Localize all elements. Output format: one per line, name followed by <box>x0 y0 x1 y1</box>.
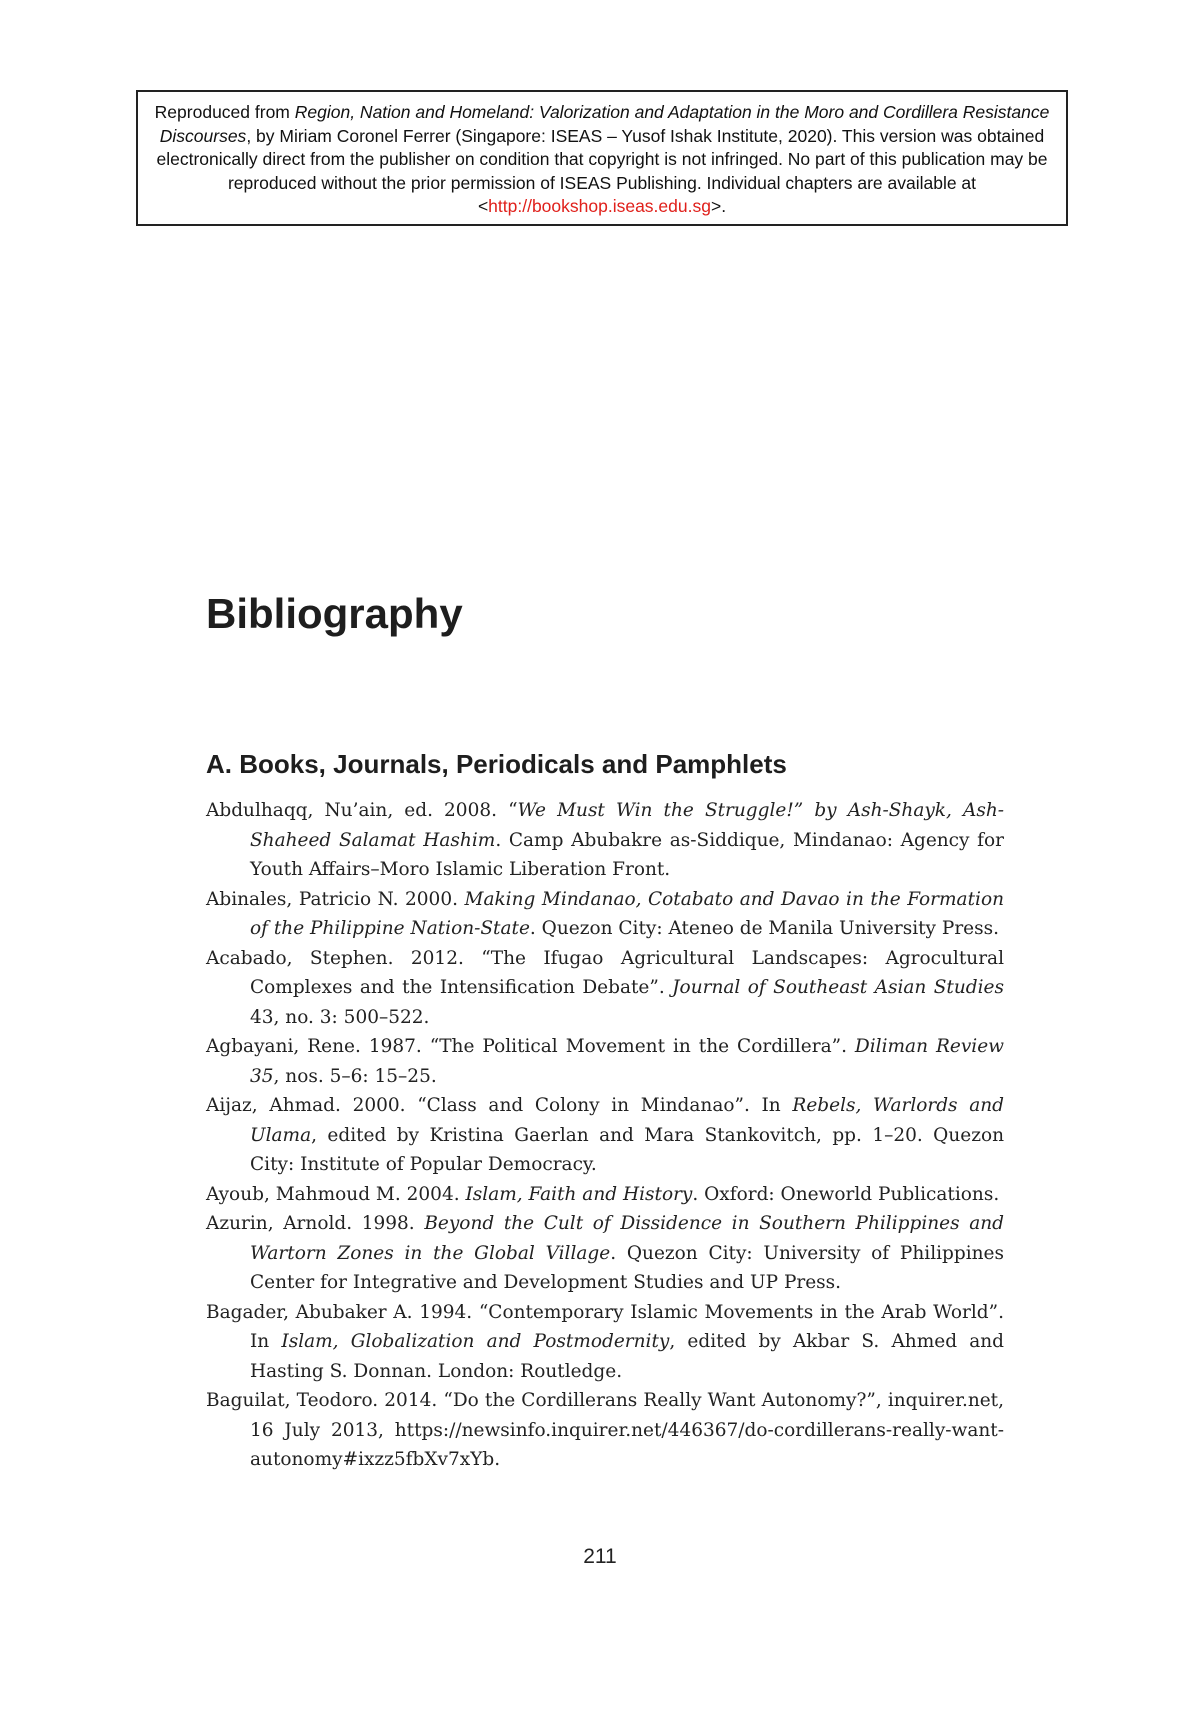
entry-text: . Camp Abubakre as-Siddique, Mindanao: Agency for Youth Affairs–Moro Islamic Liberation Front. <box>250 829 1004 880</box>
bibliography-entry <box>206 1180 1004 1210</box>
entry-italic: Journal of Southeast Asian Studies <box>672 977 1004 998</box>
entry-text: . Quezon City: Ateneo de Manila University Press. <box>529 918 1000 939</box>
bibliography-entry <box>206 1298 1004 1387</box>
entry-italic: Beyond the Cult of Dissidence in Southern Philippines and Wartorn Zones in the Global Village <box>250 1213 1005 1264</box>
bookshop-link[interactable]: http://bookshop.iseas.edu.sg <box>488 196 711 216</box>
bibliography-entry <box>206 1091 1004 1180</box>
entry-text: Baguilat, Teodoro. 2014. “Do the Cordillerans Really Want Autonomy?”, inquirer.net, 16 July 2013, https://newsinfo.inquirer.net/446367/do-cordillerans-really-want-autonomy#ixzz5fbXv7xYb. <box>206 1390 1004 1470</box>
entry-text: Bagader, Abubaker A. 1994. “Contemporary Islamic Movements in the Arab World”. In <box>206 1301 1004 1352</box>
bibliography-list <box>206 796 1004 1475</box>
page-number: 211 <box>583 1545 617 1568</box>
entry-text: . Oxford: Oneworld Publications. <box>692 1183 1000 1205</box>
entry-italic: Islam, Faith and History <box>465 1183 693 1205</box>
entry-text: Aijaz, Ahmad. 2000. “Class and Colony in Mindanao”. In <box>206 1095 793 1116</box>
bibliography-entry <box>206 1386 1004 1475</box>
entry-text: , edited by Kristina Gaerlan and Mara Stankovitch, pp. 1–20. Quezon City: Institute of Popular Democracy. <box>250 1124 1004 1175</box>
notice-byline: , by Miriam Coronel Ferrer (Singapore: ISEAS – Yusof Ishak Institute, 2020). <box>246 125 838 146</box>
entry-italic: Diliman Review 35 <box>250 1036 1004 1087</box>
entry-italic: We Must Win the Struggle!” by Ash-Shayk, Ash-Shaheed Salamat Hashim <box>250 800 1004 851</box>
notice-body: This version was obtained electronically direct from the publisher on condition that copyright is not infringed. No part of this publication may be reproduced without the prior permission of ISEAS Publishing. Individual chapters are available at < <box>156 125 1048 216</box>
bibliography-entry <box>206 885 1004 944</box>
notice-suffix: >. <box>710 196 727 216</box>
entry-italic: Islam, Globalization and Postmodernity <box>281 1331 670 1352</box>
bibliography-entry <box>206 1032 1004 1091</box>
notice-book-title: Region, Nation and Homeland: Valorization and Adaptation in the Moro and Cordillera Resistance Discourses <box>159 102 1050 146</box>
entry-text: Agbayani, Rene. 1987. “The Political Movement in the Cordillera”. <box>206 1036 855 1057</box>
entry-italic: Making Mindanao, Cotabato and Davao in the Formation of the Philippine Nation-State <box>250 888 1004 939</box>
entry-text: , nos. 5–6: 15–25. <box>273 1065 437 1087</box>
entry-text: Acabado, Stephen. 2012. “The Ifugao Agricultural Landscapes: Agrocultural Complexes and the Intensification Debate”. <box>206 947 1004 998</box>
bibliography-entry <box>206 944 1004 1033</box>
entry-text: , edited by Akbar S. Ahmed and Hasting S. Donnan. London: Routledge. <box>250 1331 1005 1382</box>
bibliography-entry <box>206 796 1004 885</box>
section-heading: A. Books, Journals, Periodicals and Pamphlets <box>206 749 787 779</box>
entry-text: . Quezon City: University of Philippines Center for Integrative and Development Studies and UP Press. <box>250 1242 1004 1293</box>
entry-italic: Rebels, Warlords and Ulama <box>250 1095 1005 1146</box>
page-title: Bibliography <box>206 590 463 637</box>
copyright-notice <box>136 90 1068 226</box>
entry-text: Azurin, Arnold. 1998. <box>206 1213 425 1234</box>
bibliography-entry <box>206 1209 1004 1298</box>
entry-text: 43, no. 3: 500–522. <box>250 1006 430 1028</box>
entry-text: Abinales, Patricio N. 2000. <box>206 888 465 910</box>
entry-text: Abdulhaqq, Nu’ain, ed. 2008. “ <box>206 800 518 821</box>
entry-text: Ayoub, Mahmoud M. 2004. <box>206 1183 466 1205</box>
notice-prefix: Reproduced from <box>154 102 295 122</box>
